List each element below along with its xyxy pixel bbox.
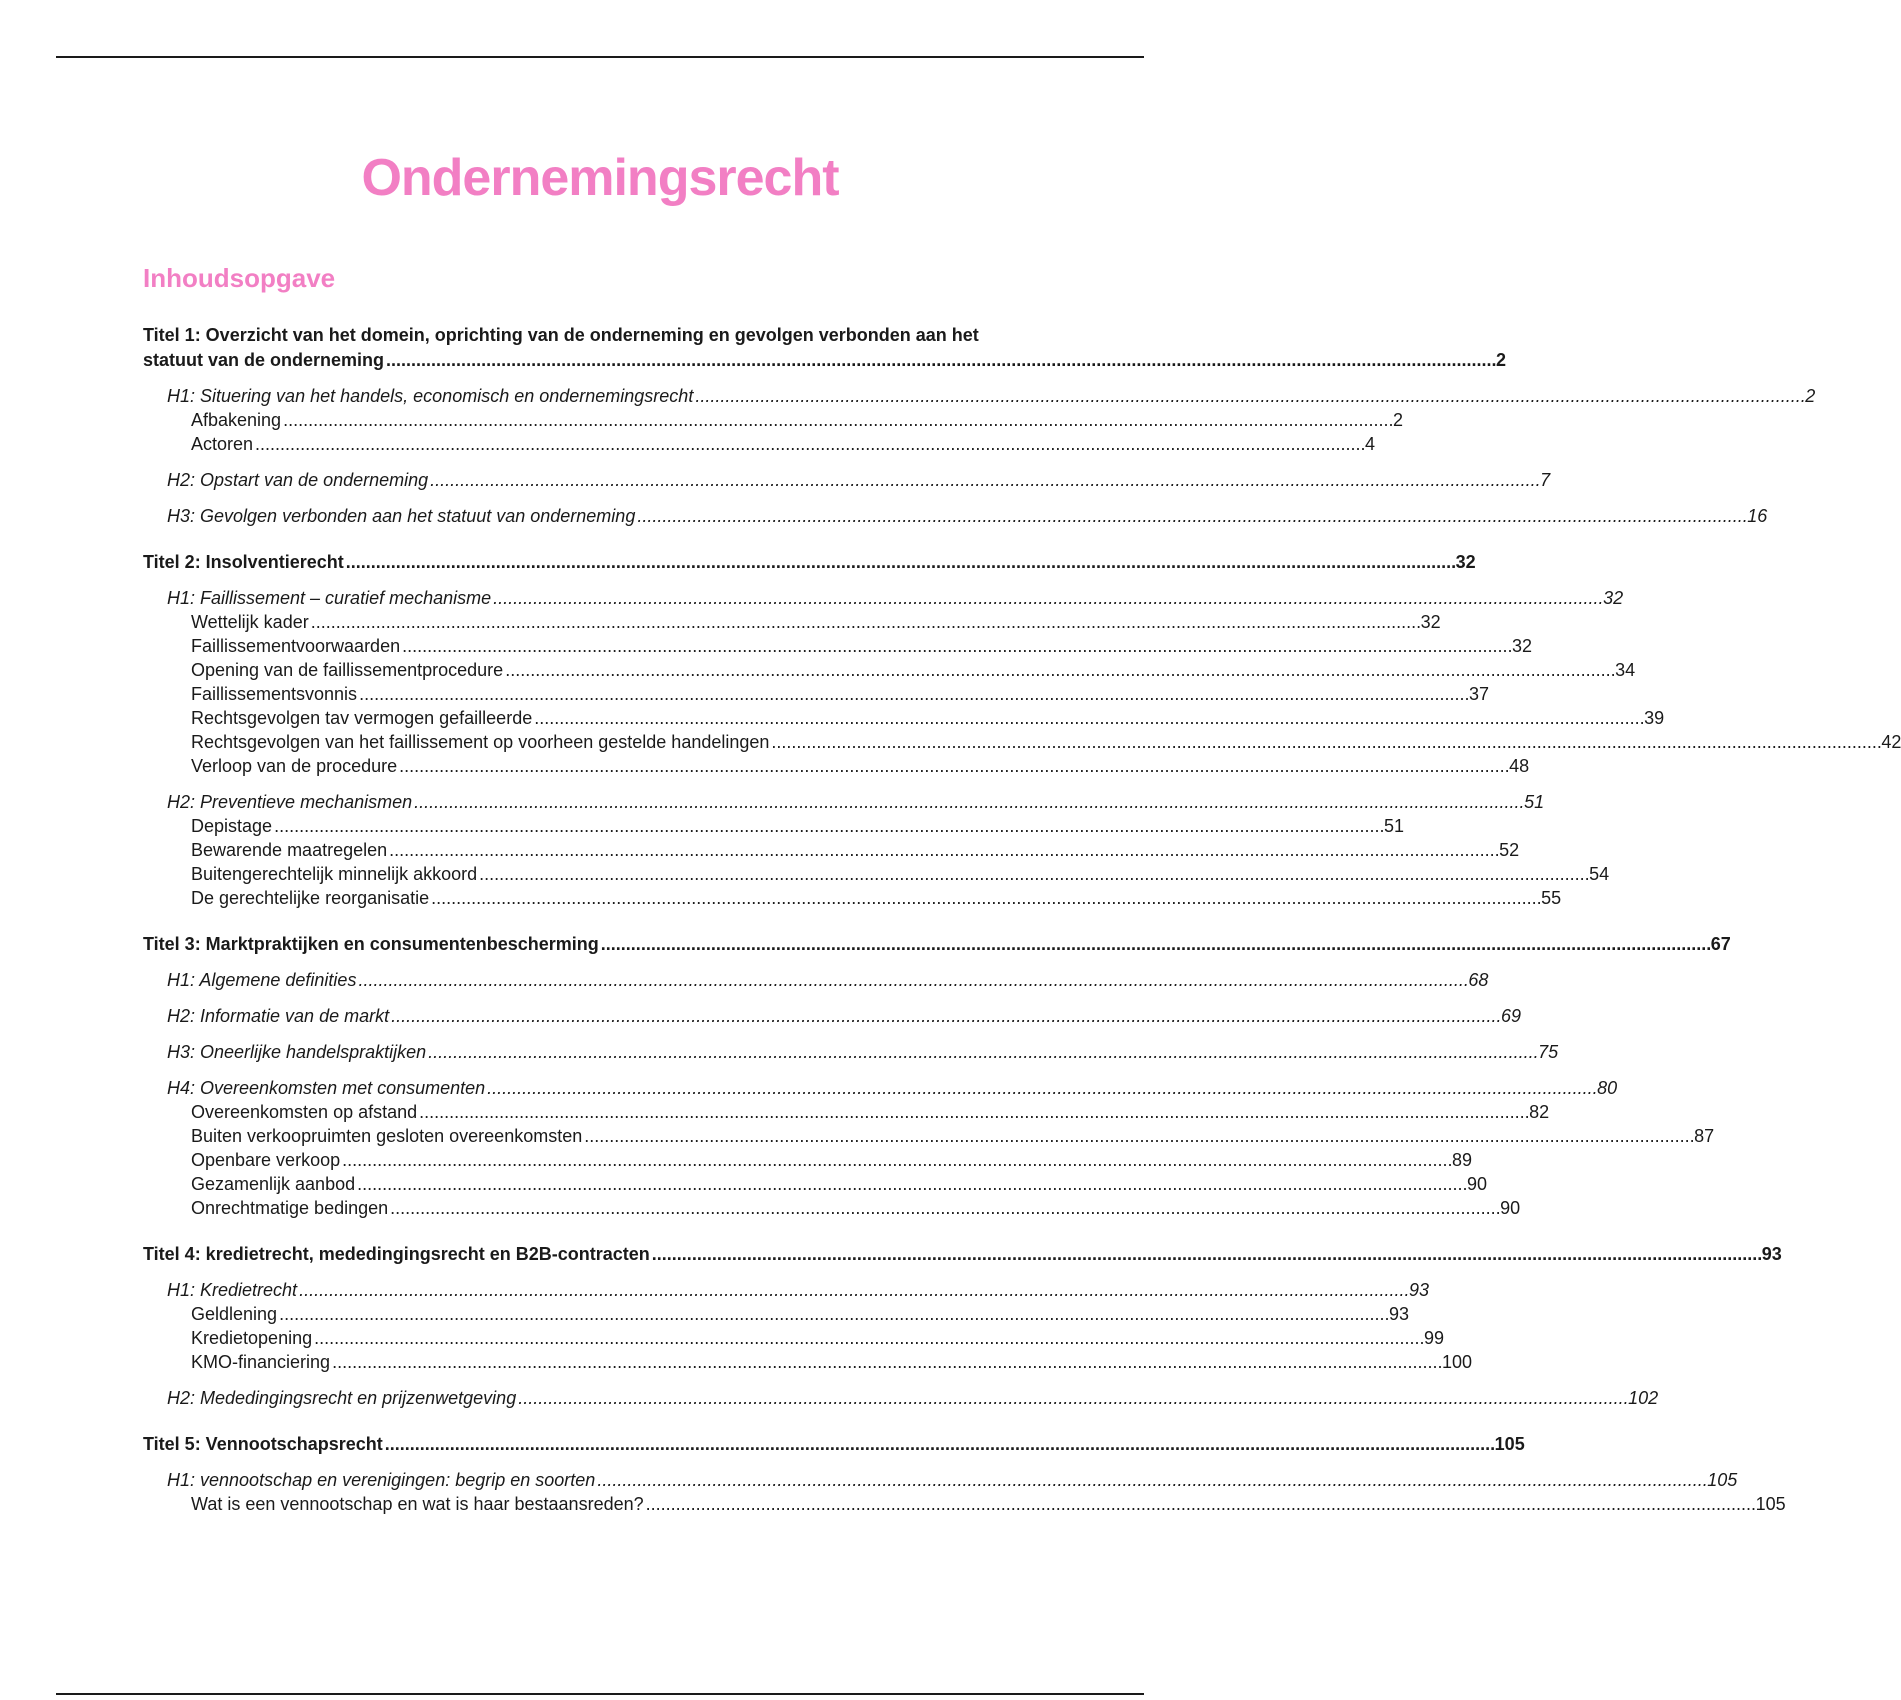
- toc-entry[interactable]: [143, 838, 1520, 862]
- toc-page-number: 105: [1494, 1434, 1525, 1454]
- toc-entry-label: Openbare verkoop: [191, 1150, 341, 1170]
- toc-dot-leader: [584, 1124, 1692, 1148]
- toc-entry[interactable]: [143, 468, 1551, 492]
- toc-dot-leader: [419, 1100, 1527, 1124]
- toc-dot-leader: [314, 1326, 1422, 1350]
- toc-entry[interactable]: [143, 1326, 1445, 1350]
- toc-entry-label: Buitengerechtelijk minnelijk akkoord: [191, 864, 478, 884]
- toc-entry[interactable]: [143, 634, 1533, 658]
- toc-dot-leader: [311, 610, 1419, 634]
- toc-dot-leader: [479, 862, 1587, 886]
- toc-page-number: 51: [1524, 792, 1545, 812]
- toc-page-number: 90: [1467, 1174, 1488, 1194]
- toc-entry[interactable]: [143, 1302, 1410, 1326]
- toc-page-number: 4: [1364, 434, 1375, 454]
- toc-dot-leader: [390, 1196, 1498, 1220]
- toc-entry[interactable]: [143, 586, 1624, 610]
- toc-page-number: 69: [1501, 1006, 1522, 1026]
- toc-page-number: 32: [1603, 588, 1624, 608]
- toc-entry[interactable]: [143, 1350, 1473, 1374]
- toc-dot-leader: [402, 634, 1510, 658]
- toc-entry-label: Titel 3: Marktpraktijken en consumentenbescherming: [143, 934, 599, 954]
- toc-entry[interactable]: [143, 1004, 1522, 1028]
- toc-entry[interactable]: [143, 1040, 1559, 1064]
- toc-entry-label: Wettelijk kader: [191, 612, 309, 632]
- toc-entry[interactable]: [143, 862, 1610, 886]
- toc-entry-label: Faillissementvoorwaarden: [191, 636, 401, 656]
- toc-entry[interactable]: [143, 730, 1901, 754]
- toc-entry-label: Titel 4: kredietrecht, mededingingsrecht en B2B-contracten: [143, 1244, 650, 1264]
- toc-page-number: 89: [1452, 1150, 1473, 1170]
- toc-entry[interactable]: [143, 1124, 1715, 1148]
- toc-page-number: 105: [1755, 1494, 1786, 1514]
- toc-page-number: 93: [1389, 1304, 1410, 1324]
- toc-entry[interactable]: [143, 1148, 1473, 1172]
- toc-entry[interactable]: [143, 504, 1768, 528]
- toc-entry[interactable]: [143, 1242, 1782, 1266]
- footer-rule: [56, 1693, 1144, 1695]
- toc-page-number: 68: [1468, 970, 1489, 990]
- toc-entry[interactable]: [143, 1076, 1618, 1100]
- toc-dot-leader: [597, 1468, 1705, 1492]
- toc-page-number: 55: [1541, 888, 1562, 908]
- toc-entry-label: Onrechtmatige bedingen: [191, 1198, 389, 1218]
- toc-page-number: 105: [1707, 1470, 1738, 1490]
- toc-page-number: 2: [1805, 386, 1816, 406]
- toc-page-number: 7: [1540, 470, 1551, 490]
- toc-dot-leader: [391, 1004, 1499, 1028]
- toc-page-number: 75: [1538, 1042, 1559, 1062]
- toc-page-number: 42: [1881, 732, 1901, 752]
- toc-dot-leader: [652, 1242, 1760, 1266]
- toc-entry-label: KMO-financiering: [191, 1352, 331, 1372]
- toc-page-number: 80: [1597, 1078, 1618, 1098]
- toc-entry[interactable]: [143, 610, 1441, 634]
- toc-entry[interactable]: [143, 550, 1476, 574]
- toc-entry-label: H2: Preventieve mechanismen: [167, 792, 413, 812]
- toc-entry[interactable]: [143, 1172, 1488, 1196]
- toc-entry-label: Overeenkomsten op afstand: [191, 1102, 418, 1122]
- toc-dot-leader: [695, 384, 1803, 408]
- toc-dot-leader: [332, 1350, 1440, 1374]
- toc-dot-leader: [357, 1172, 1465, 1196]
- toc-dot-leader: [279, 1302, 1387, 1326]
- toc-page-number: 16: [1747, 506, 1768, 526]
- toc-dot-leader: [255, 432, 1363, 456]
- toc-dot-leader: [518, 1386, 1626, 1410]
- toc-dot-leader: [389, 838, 1497, 862]
- toc-entry-label: H2: Informatie van de markt: [167, 1006, 390, 1026]
- toc-entry-label: H4: Overeenkomsten met consumenten: [167, 1078, 486, 1098]
- toc-entry-label: Afbakening: [191, 410, 282, 430]
- toc-entry-label: De gerechtelijke reorganisatie: [191, 888, 430, 908]
- toc-dot-leader: [601, 932, 1709, 956]
- toc-page-number: 51: [1384, 816, 1405, 836]
- header-rule: [56, 56, 1144, 58]
- toc-entry-label: Rechtsgevolgen tav vermogen gefailleerde: [191, 708, 533, 728]
- toc-entry[interactable]: [143, 886, 1562, 910]
- toc-entry-label: H1: Faillissement – curatief mechanisme: [167, 588, 492, 608]
- toc-page-number: 39: [1644, 708, 1665, 728]
- toc-entry[interactable]: [143, 408, 1404, 432]
- toc-page-number: 34: [1615, 660, 1636, 680]
- toc-page-number: 32: [1420, 612, 1441, 632]
- toc-page-number: 93: [1409, 1280, 1430, 1300]
- toc-entry-label: statuut van de onderneming: [143, 350, 385, 370]
- toc-entry[interactable]: [143, 1492, 1786, 1516]
- toc-entry[interactable]: [143, 790, 1545, 814]
- toc-dot-leader: [505, 658, 1613, 682]
- toc-dot-leader: [771, 730, 1879, 754]
- toc-dot-leader: [487, 1076, 1595, 1100]
- toc-page-number: 93: [1761, 1244, 1782, 1264]
- toc-entry-label: Kredietopening: [191, 1328, 313, 1348]
- toc-page-number: 32: [1455, 552, 1476, 572]
- toc-page-number: 90: [1500, 1198, 1521, 1218]
- toc-entry-label: Depistage: [191, 816, 273, 836]
- toc-entry-label: Titel 5: Vennootschapsrecht: [143, 1434, 383, 1454]
- toc-heading: Inhoudsopgave: [143, 263, 336, 293]
- toc-entry[interactable]: [143, 968, 1489, 992]
- toc-entry-label: H2: Mededingingsrecht en prijzenwetgeving: [167, 1388, 517, 1408]
- toc-dot-leader: [359, 682, 1467, 706]
- toc-entry[interactable]: [143, 348, 1506, 372]
- toc-entry[interactable]: [143, 706, 1665, 730]
- toc-page-number: 32: [1512, 636, 1533, 656]
- toc-page-number: 2: [1495, 350, 1506, 370]
- toc-dot-leader: [428, 1040, 1536, 1064]
- toc-entry-label: Actoren: [191, 434, 254, 454]
- toc-entry[interactable]: [143, 1386, 1659, 1410]
- toc-entry-label: Opening van de faillissementprocedure: [191, 660, 504, 680]
- toc-dot-leader: [283, 408, 1391, 432]
- toc-dot-leader: [493, 586, 1601, 610]
- toc-dot-leader: [346, 550, 1454, 574]
- toc-dot-leader: [534, 706, 1642, 730]
- toc-entry-label: H1: Algemene definities: [167, 970, 357, 990]
- toc-title-line: Titel 1: Overzicht van het domein, oprichting van de onderneming en gevolgen verbonden aan het: [143, 325, 979, 345]
- toc-page-number: 52: [1499, 840, 1520, 860]
- toc-page-number: 37: [1469, 684, 1490, 704]
- toc-entry-label: Gezamenlijk aanbod: [191, 1174, 356, 1194]
- toc-page-number: 54: [1589, 864, 1610, 884]
- toc-entry-label: Buiten verkoopruimten gesloten overeenkomsten: [191, 1126, 583, 1146]
- toc-entry-label: H3: Oneerlijke handelspraktijken: [167, 1042, 427, 1062]
- toc-entry-label: H1: vennootschap en verenigingen: begrip en soorten: [167, 1470, 596, 1490]
- toc-entry-label: Titel 2: Insolventierecht: [143, 552, 344, 572]
- toc-dot-leader: [299, 1278, 1407, 1302]
- toc-entry[interactable]: [143, 1468, 1738, 1492]
- toc-entry[interactable]: [143, 932, 1731, 956]
- toc-entry-label: H2: Opstart van de onderneming: [167, 470, 429, 490]
- toc-entry[interactable]: [143, 1278, 1430, 1302]
- toc-page-number: 82: [1529, 1102, 1550, 1122]
- toc-entry[interactable]: [143, 1196, 1521, 1220]
- toc-dot-leader: [342, 1148, 1450, 1172]
- toc-page-number: 2: [1393, 410, 1404, 430]
- toc-entry-label: Bewarende maatregelen: [191, 840, 388, 860]
- toc-dot-leader: [386, 348, 1494, 372]
- toc-entry[interactable]: [143, 1432, 1525, 1456]
- toc-dot-leader: [358, 968, 1466, 992]
- toc-page-number: 102: [1628, 1388, 1659, 1408]
- toc-entry[interactable]: [143, 384, 1816, 408]
- toc-entry[interactable]: [143, 1100, 1550, 1124]
- toc-dot-leader: [646, 1492, 1754, 1516]
- toc-entry[interactable]: [143, 682, 1490, 706]
- toc-dot-leader: [431, 886, 1539, 910]
- toc-dot-leader: [385, 1432, 1493, 1456]
- toc-dot-leader: [274, 814, 1382, 838]
- toc-dot-leader: [399, 754, 1507, 778]
- toc-page-number: 87: [1694, 1126, 1715, 1146]
- toc-entry[interactable]: [143, 814, 1405, 838]
- toc-entry-label: Faillissementsvonnis: [191, 684, 358, 704]
- toc-page-number: 99: [1424, 1328, 1445, 1348]
- toc-dot-leader: [430, 468, 1538, 492]
- toc-page-number: 67: [1710, 934, 1731, 954]
- toc-page-number: 100: [1442, 1352, 1473, 1372]
- document-title: Ondernemingsrecht: [361, 149, 839, 207]
- toc-dot-leader: [637, 504, 1745, 528]
- toc-entry[interactable]: [143, 658, 1636, 682]
- toc-entry-label: H3: Gevolgen verbonden aan het statuut van onderneming: [167, 506, 636, 526]
- toc-entry-label: H1: Situering van het handels, economisch en ondernemingsrecht: [167, 386, 694, 406]
- toc-entry-label: Rechtsgevolgen van het faillissement op voorheen gestelde handelingen: [191, 732, 770, 752]
- table-of-contents: [143, 322, 1901, 1516]
- toc-entry-label: Wat is een vennootschap en wat is haar bestaansreden?: [191, 1494, 644, 1514]
- toc-entry[interactable]: [143, 754, 1530, 778]
- toc-entry-label: Verloop van de procedure: [191, 756, 398, 776]
- toc-entry[interactable]: [143, 432, 1375, 456]
- toc-entry-label: H1: Kredietrecht: [167, 1280, 298, 1300]
- toc-entry-label: Geldlening: [191, 1304, 278, 1324]
- toc-page-number: 48: [1509, 756, 1530, 776]
- toc-dot-leader: [414, 790, 1522, 814]
